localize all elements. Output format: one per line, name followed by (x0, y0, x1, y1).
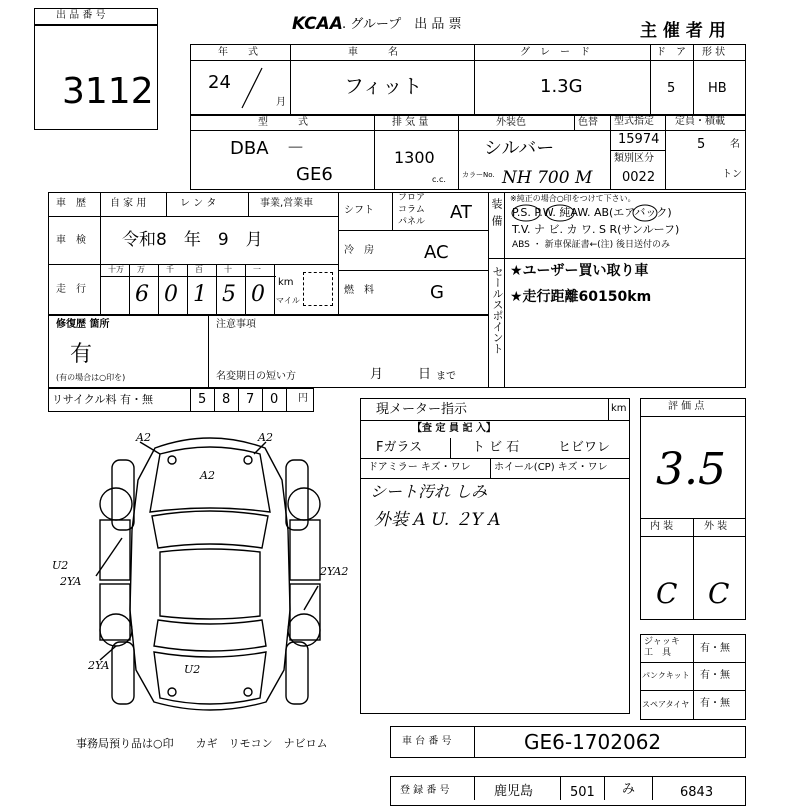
damage-mark-left-door-1: U2 (52, 559, 69, 572)
tool-puncture-value: 有・無 (700, 670, 730, 681)
recycle-yen: 円 (298, 393, 308, 404)
displacement-label: 排 気 量 (392, 117, 429, 128)
mileage-digit-header: 万 (137, 265, 145, 274)
damage-mark-front-right: A2 (258, 431, 273, 444)
damage-mark-rear-left: 2YA (88, 659, 110, 672)
mileage-digit: 1 (193, 282, 207, 307)
ac-value: AC (424, 242, 449, 263)
day-label: 日 (418, 367, 432, 382)
mile-checkbox (303, 272, 333, 306)
divider (360, 420, 630, 421)
rating-label: 評 価 点 (668, 401, 705, 412)
divider (48, 314, 488, 316)
damage-mark-right-door: 2YA2 (320, 565, 349, 578)
shift-value: AT (450, 202, 472, 223)
divider (238, 388, 239, 412)
divider (338, 230, 488, 231)
door-mirror-label: ドアミラー キズ・ワレ (368, 462, 471, 473)
ac-label: 冷 房 (344, 245, 374, 256)
registration-number: 6843 (680, 785, 714, 800)
chassis-value: GE6-1702062 (524, 730, 662, 754)
mileage-digit-header: 百 (195, 265, 203, 274)
divider (34, 24, 158, 26)
mile-label: マイル (276, 296, 300, 305)
divider (693, 44, 694, 114)
divider (360, 478, 630, 479)
shift-option-column: コラム (398, 205, 425, 215)
class-value: 0022 (622, 170, 656, 185)
divider (608, 398, 609, 420)
chassis-label: 車 台 番 号 (402, 736, 452, 747)
divider (610, 150, 665, 151)
equipment-line-1: P.S. P.W. 純AW. AB(エアバック) (512, 206, 672, 219)
equipment-side-label: 装備 (490, 198, 503, 232)
meter-label: 現メーター指示 (376, 402, 468, 417)
divider (166, 192, 167, 216)
recycle-digit: 8 (222, 392, 231, 407)
recycle-digit: 7 (246, 392, 255, 407)
car-name-value: フィット (344, 74, 423, 98)
repair-label: 修復歴 箇所 (56, 319, 110, 330)
history-rental: レ ン タ (180, 198, 217, 209)
divider (604, 776, 605, 800)
divider (374, 114, 375, 190)
mileage-digit-header: 一 (253, 265, 261, 274)
divider (490, 458, 491, 478)
divider (290, 44, 291, 114)
sales-point-1: ★ユーザー買い取り車 (510, 263, 649, 279)
year-value: 24 (208, 72, 231, 93)
year-label: 年 式 (218, 47, 258, 58)
meter-km: km (611, 403, 627, 414)
caution-label: 注意事項 (216, 319, 256, 330)
tool-puncture-label: パンクキット (642, 671, 690, 680)
divider (286, 388, 287, 412)
divider (129, 264, 130, 314)
divider (474, 44, 475, 114)
tobiishi-label: ト ビ 石 (472, 440, 520, 455)
recycle-digit: 5 (198, 392, 207, 407)
km-label: km (278, 277, 294, 288)
equipment-line-2: T.V. ナ ビ. カ ワ. S R(サンルーフ) (512, 223, 680, 236)
registration-kana: み (622, 782, 636, 797)
recycle-label: リサイクル料 有・無 (52, 393, 153, 406)
mileage-label: 走 行 (56, 284, 86, 295)
displacement-value: 1300 (394, 148, 435, 167)
tool-spare-value: 有・無 (700, 698, 730, 709)
divider (216, 264, 217, 314)
shift-label: シフト (344, 205, 374, 216)
interior-label: 内 装 (650, 521, 674, 532)
history-private: 自 家 用 (110, 198, 147, 209)
doors-value: 5 (667, 81, 676, 96)
damage-mark-hood: A2 (200, 469, 215, 482)
tool-jack-value: 有・無 (700, 643, 730, 654)
divider (488, 192, 489, 388)
equipment-line-3: ABS ・ 新車保証書←(注) 後日送付のみ (512, 240, 671, 250)
divider (214, 388, 215, 412)
divider (262, 388, 263, 412)
wheel-label: ホイール(CP) キズ・ワレ (494, 462, 608, 473)
divider (693, 518, 694, 620)
damage-mark-front-left: A2 (136, 431, 151, 444)
divider (450, 438, 451, 458)
class-label: 類別区分 (614, 153, 654, 164)
lot-number-label: 出 品 番 号 (56, 10, 106, 21)
divider (610, 114, 611, 190)
type-designation-label: 型式指定 (614, 116, 654, 127)
slash-mark (236, 66, 266, 110)
color-change-label: 色替 (578, 117, 598, 128)
rating-score: 3.5 (656, 444, 726, 495)
divider (338, 192, 339, 314)
interior-grade: C (656, 577, 678, 610)
mileage-digit-header: 十万 (108, 265, 124, 274)
divider (248, 192, 249, 216)
divider (187, 264, 188, 314)
shift-option-panel: パネル (398, 217, 426, 227)
f-glass-label: Fガラス (376, 440, 423, 455)
year-month-suffix: 月 (276, 97, 286, 108)
divider (474, 726, 475, 758)
divider (48, 264, 338, 265)
exterior-color-label: 外装色 (496, 117, 526, 128)
divider (488, 258, 746, 259)
car-name-label: 車 名 (348, 47, 398, 58)
type-designation-value: 15974 (618, 132, 660, 147)
divider (650, 44, 651, 114)
model-code: GE6 (296, 164, 333, 185)
divider (693, 634, 694, 720)
inspector-note-1: シート汚れ しみ (370, 482, 488, 501)
repair-note: (有の場合は○印を) (56, 373, 126, 382)
mileage-digit: 0 (251, 282, 265, 307)
divider (392, 192, 393, 230)
divider (190, 114, 746, 116)
color-no-value: NH 700 M (502, 168, 593, 188)
color-value: シルバー (484, 138, 555, 159)
history-label: 車 歴 (56, 198, 86, 209)
until-label: まで (436, 371, 456, 382)
divider (458, 114, 459, 190)
model-prefix: DBA － (230, 138, 305, 159)
inspector-note-2: 外装 A U. ２Y A (374, 510, 501, 530)
damage-mark-left-door-2: 2YA (60, 575, 82, 588)
divider (190, 388, 191, 412)
color-no-label: カラーNo. (462, 171, 495, 179)
mileage-digit-header: 千 (166, 265, 174, 274)
divider (48, 216, 338, 217)
recycle-digit: 0 (270, 392, 279, 407)
mileage-digit: 0 (164, 282, 178, 307)
divider (208, 314, 209, 388)
shift-option-floor: フロア (398, 193, 426, 203)
capacity-label: 定員・積載 (675, 116, 725, 127)
shape-label: 形 状 (702, 47, 726, 58)
divider (474, 776, 475, 800)
organizer-label: 主 催 者 用 (640, 21, 726, 41)
tool-jack-label: ジャッキ 工 具 (644, 637, 680, 658)
divider (560, 776, 561, 800)
divider (100, 192, 101, 314)
exterior-grade: C (708, 577, 730, 610)
car-damage-diagram (60, 420, 360, 720)
sales-point-2: ★走行距離60150km (510, 289, 652, 305)
form-title: . グループ 出 品 票 (342, 17, 462, 32)
sales-point-side-label: セールスポイント (491, 266, 504, 354)
exterior-label: 外 装 (704, 521, 728, 532)
divider (338, 270, 488, 271)
divider (100, 276, 276, 277)
displacement-unit: c.c. (432, 175, 446, 184)
damage-mark-trunk: U2 (184, 663, 201, 676)
mileage-digit-header: 十 (224, 265, 232, 274)
fuel-value: G (430, 282, 444, 303)
registration-class: 501 (570, 785, 595, 800)
shape-value: HB (708, 81, 727, 96)
hibiware-label: ヒビワレ (558, 440, 611, 455)
model-label: 型 式 (258, 117, 308, 128)
fuel-label: 燃 料 (344, 285, 374, 296)
divider (158, 264, 159, 314)
brand-logo: KCAA (292, 14, 343, 34)
repair-value: 有 (70, 342, 93, 367)
equipment-note: ※純正の場合○印をつけて下さい。 (510, 194, 636, 203)
divider (190, 130, 746, 131)
inspection-label: 車 検 (56, 235, 86, 246)
mileage-digit: 5 (222, 282, 236, 307)
registration-region: 鹿児島 (494, 784, 534, 799)
divider (665, 114, 666, 190)
capacity-unit: 名 (730, 139, 740, 150)
mileage-digit: 6 (135, 282, 149, 307)
registration-label: 登 録 番 号 (400, 785, 450, 796)
inspection-value: 令和8 年 9 月 (122, 230, 263, 250)
history-business: 事業,営業車 (260, 198, 314, 209)
inspector-section-label: 【査 定 員 記 入】 (412, 423, 496, 434)
divider (274, 264, 275, 314)
divider (652, 776, 653, 800)
month-label: 月 (370, 367, 384, 382)
office-note: 事務局預り品は○印 カギ リモコン ナビロム (76, 737, 328, 750)
divider (640, 416, 746, 417)
divider (245, 264, 246, 314)
divider (190, 60, 746, 61)
divider (574, 114, 575, 130)
load-unit: トン (722, 169, 742, 180)
equipment-circle-marks (500, 200, 700, 230)
lot-number: 3112 (62, 71, 154, 112)
capacity-value: 5 (697, 137, 706, 152)
grade-label: グ レ ー ド (520, 47, 590, 58)
tool-spare-label: スペアタイヤ (642, 700, 690, 709)
grade-value: 1.3G (540, 76, 583, 97)
doors-label: ド ア (656, 47, 686, 58)
divider (360, 458, 630, 459)
name-change-label: 名変期日の短い方 (216, 371, 296, 382)
